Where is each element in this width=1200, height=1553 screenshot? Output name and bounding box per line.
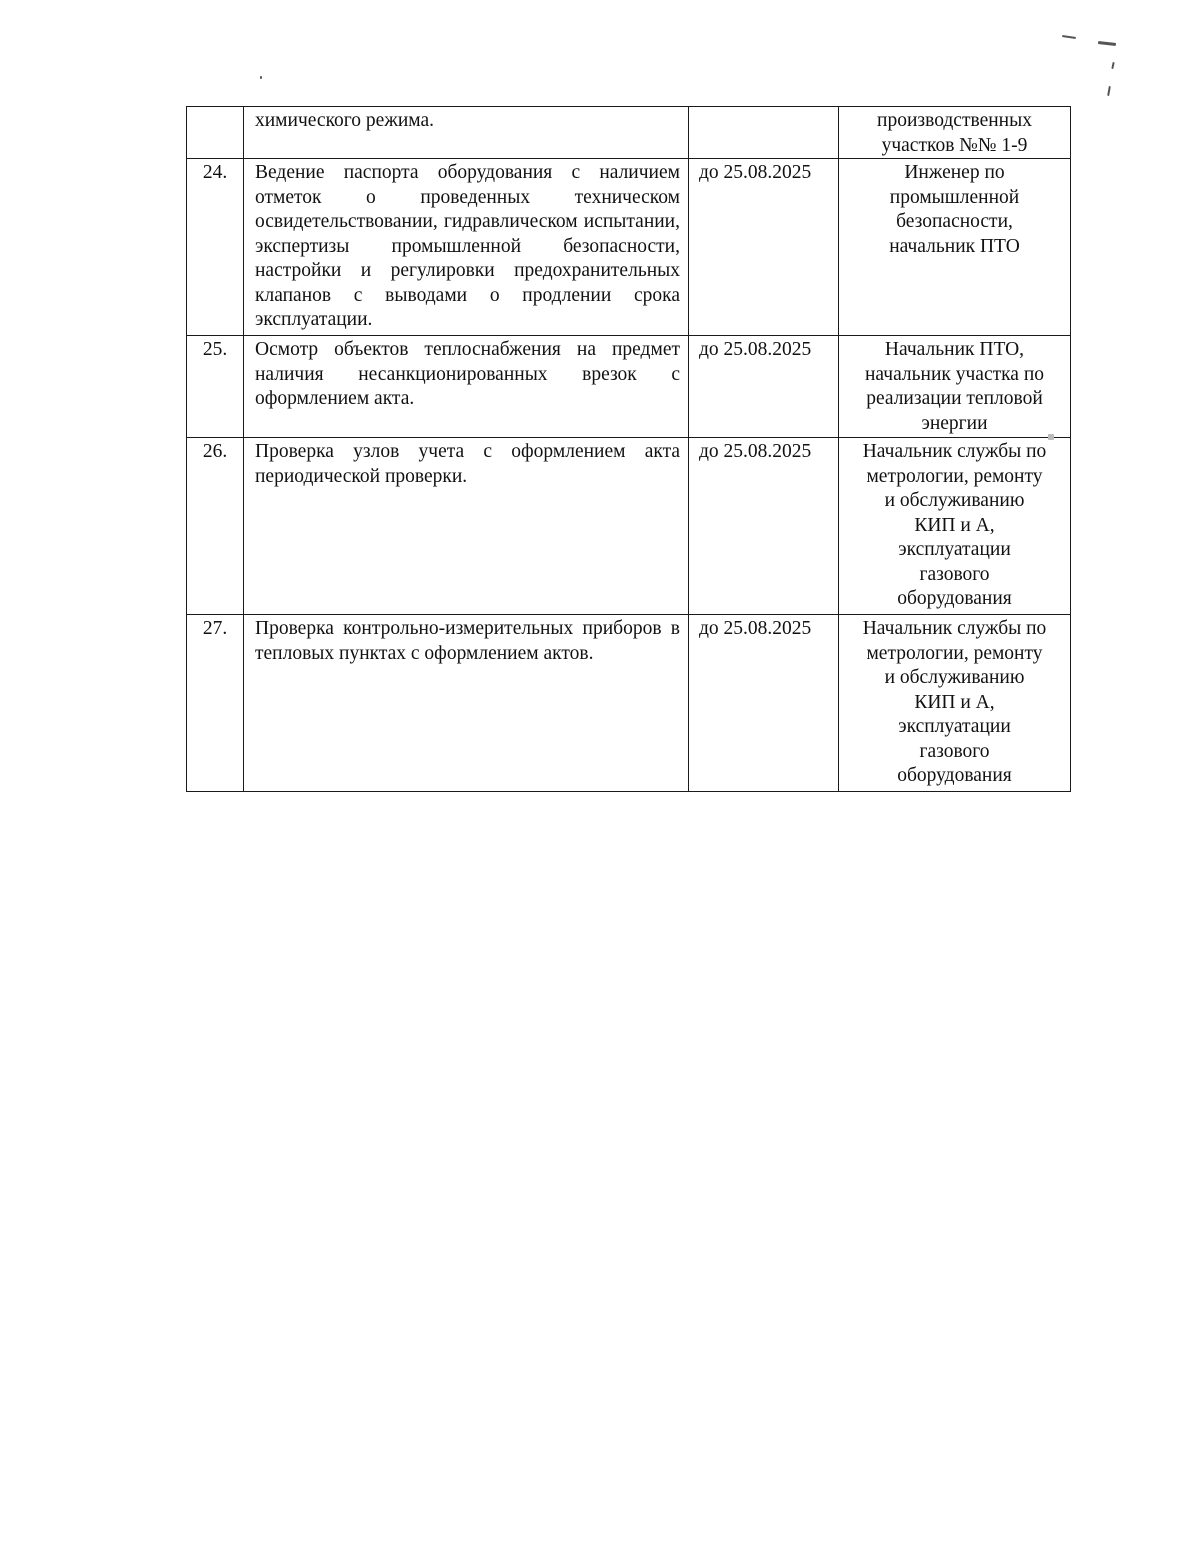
responsible-line: КИП и А,: [914, 514, 995, 536]
responsible-line: метрологии, ремонту: [866, 642, 1043, 664]
table-row: [187, 438, 1071, 615]
deadline-date: до 25.08.2025: [689, 438, 839, 615]
responsible-line: эксплуатации: [898, 716, 1011, 737]
responsible-line: энергии: [921, 412, 988, 434]
responsible-line: производственных: [877, 110, 1032, 131]
task-description: Проверка узлов учета с оформлением акта периодической проверки.: [244, 438, 689, 615]
row-number: 24.: [187, 159, 244, 336]
responsible-line: Инженер по: [904, 162, 1005, 183]
scan-mark: [1062, 35, 1076, 39]
row-number: 25.: [187, 336, 244, 438]
task-description: Проверка контрольно-измерительных приборов в тепловых пунктах с оформлением актов.: [244, 615, 689, 792]
responsible-line: газового: [919, 563, 990, 585]
responsible-line: оборудования: [897, 588, 1012, 609]
responsible-line: и обслуживанию: [884, 490, 1025, 511]
responsible-line: оборудования: [897, 765, 1012, 786]
responsible-line: начальник ПТО: [889, 235, 1020, 257]
task-description: Ведение паспорта оборудования с наличием отметок о проведенных техническом освидетельствовании, гидравлическом испытании, экспертизы промышленной безопасности, настройки и регулировки предохранительных клапанов с выводами о продлении срока эксплуатации.: [244, 159, 689, 336]
responsible-person: [839, 336, 1071, 438]
deadline-date: до 25.08.2025: [689, 336, 839, 438]
scan-mark: [1048, 434, 1054, 440]
responsible-line: безопасности,: [896, 211, 1013, 232]
scan-mark: [260, 76, 262, 79]
responsible-person: [839, 438, 1071, 615]
responsible-line: промышленной: [889, 186, 1020, 208]
responsible-line: Начальник службы по: [862, 618, 1047, 639]
responsible-line: эксплуатации: [898, 539, 1011, 560]
table-row: [187, 107, 1071, 159]
schedule-table: [186, 106, 1071, 792]
row-number: [187, 107, 244, 159]
scan-mark: [1107, 86, 1111, 96]
responsible-person: [839, 615, 1071, 792]
table-row: [187, 336, 1071, 438]
deadline-date: до 25.08.2025: [689, 159, 839, 336]
responsible-line: и обслуживанию: [884, 667, 1025, 688]
deadline-date: до 25.08.2025: [689, 615, 839, 792]
table-row: [187, 615, 1071, 792]
responsible-line: Начальник службы по: [862, 441, 1047, 462]
task-description: химического режима.: [244, 107, 689, 159]
responsible-person: [839, 107, 1071, 159]
responsible-line: участков №№ 1-9: [881, 134, 1028, 156]
scan-mark: [1111, 62, 1114, 69]
responsible-line: реализации тепловой: [866, 388, 1043, 409]
row-number: 26.: [187, 438, 244, 615]
responsible-person: [839, 159, 1071, 336]
responsible-line: Начальник ПТО,: [884, 339, 1025, 360]
responsible-line: метрологии, ремонту: [866, 465, 1043, 487]
responsible-line: газового: [919, 740, 990, 762]
deadline-date: [689, 107, 839, 159]
table-row: [187, 159, 1071, 336]
task-description: Осмотр объектов теплоснабжения на предмет наличия несанкционированных врезок с оформлением акта.: [244, 336, 689, 438]
responsible-line: начальник участка по: [864, 363, 1045, 385]
responsible-line: КИП и А,: [914, 691, 995, 713]
row-number: 27.: [187, 615, 244, 792]
scan-mark: [1098, 41, 1116, 46]
